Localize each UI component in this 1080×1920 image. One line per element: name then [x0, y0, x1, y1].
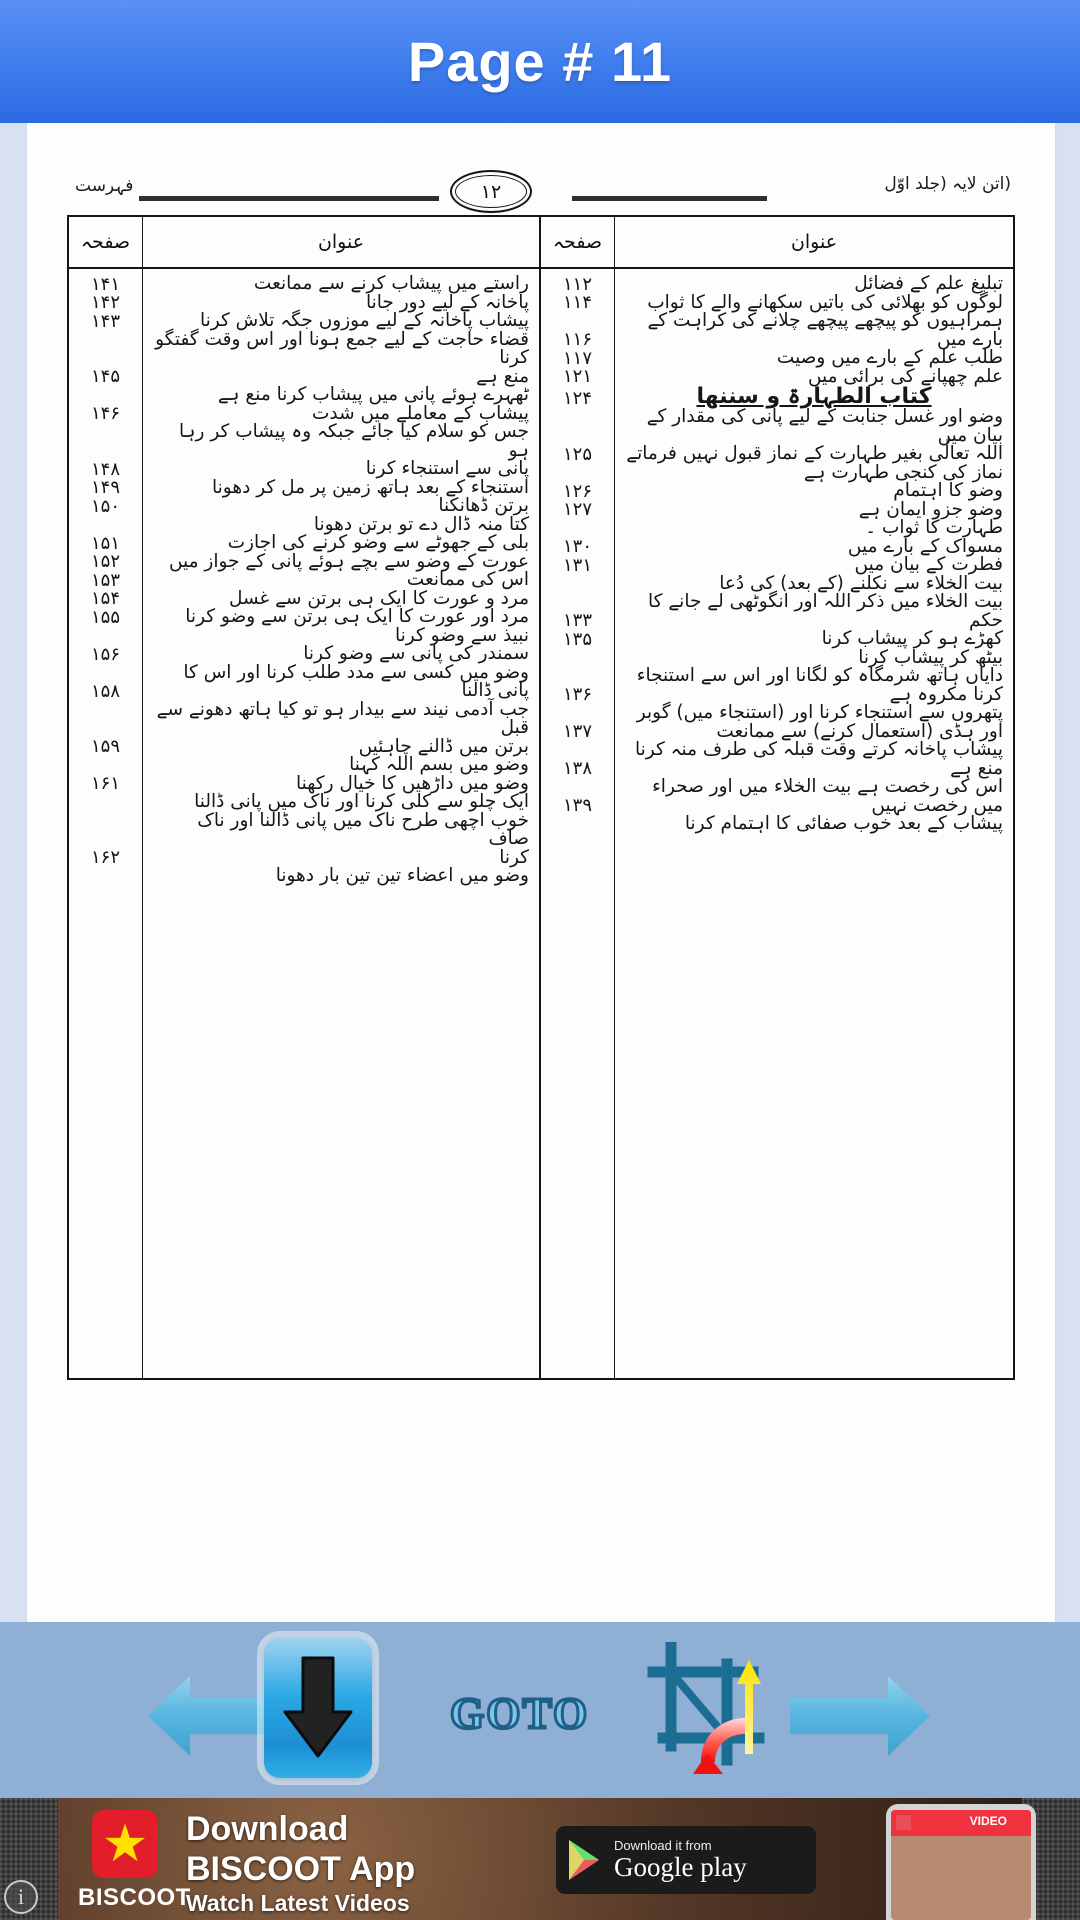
- row-page-number: ۱۲۶: [563, 480, 593, 502]
- left-page-column: [69, 217, 143, 1378]
- row-title: ایک چلو سے کلی کرنا اور ناک میں پانی ڈالنا: [194, 791, 529, 812]
- table-row: [551, 349, 604, 368]
- table-row: [551, 556, 604, 575]
- row-title: اللہ تعالٰی بغیر طہارت کے نماز قبول نہیں فرماتے: [626, 443, 1003, 464]
- download-arrow-icon: [283, 1656, 353, 1760]
- row-title: فطرت کے بیان میں: [854, 554, 1003, 575]
- table-row: [625, 408, 1003, 445]
- row-page-number: ۱۳۸: [563, 758, 593, 779]
- running-head-right: (اتن لایہ (جلد اوّل: [884, 174, 1011, 194]
- ad-headline-1: Download: [186, 1810, 349, 1848]
- table-row: [153, 698, 529, 738]
- table-row: [79, 275, 132, 294]
- right-title-cells: [615, 269, 1013, 834]
- table-row: [79, 331, 132, 368]
- table-row: [551, 482, 604, 501]
- row-page-number: ۱۲۷: [563, 499, 593, 520]
- table-row: [625, 704, 1003, 741]
- row-page-number: ۱۴۶: [91, 403, 121, 424]
- next-page-button[interactable]: [790, 1670, 930, 1762]
- row-page-number: ۱۴۲: [91, 292, 121, 313]
- row-title: وضو کا اہتمام: [893, 480, 1003, 501]
- table-row: [79, 738, 132, 757]
- table-row: [153, 571, 529, 590]
- row-title: استنجاء کے بعد ہاتھ زمین پر مل کر دھونا: [211, 476, 529, 498]
- row-title: قضاء حاجت کے لیے جمع ہونا اور اس وقت گفتگو کرنا: [155, 328, 529, 368]
- row-title: کرنا: [499, 846, 529, 868]
- row-title: پیشاب پاخانہ کرتے وقت قبلہ کی طرف منہ کرنا منع ہے: [635, 739, 1003, 779]
- table-row: [551, 630, 604, 649]
- row-page-number: ۱۴۳: [91, 310, 121, 332]
- scan-page-number-value: ۱۲: [480, 180, 502, 203]
- table-row: [79, 497, 132, 516]
- row-title: سمندر کی پانی سے وضو کرنا: [303, 643, 529, 664]
- table-row: [551, 408, 604, 445]
- table-row: [551, 704, 604, 741]
- row-title: وضو میں کسی سے مدد طلب کرنا اور اس کا پانی ڈالنا: [183, 661, 529, 701]
- table-row: [551, 464, 604, 483]
- table-row: [79, 423, 132, 460]
- table-row: [551, 386, 604, 408]
- table-row: [551, 649, 604, 668]
- ad-phone-mockup: [886, 1804, 1036, 1920]
- row-page-number: ۱۳۱: [563, 554, 593, 576]
- table-row: [551, 445, 604, 464]
- row-title: راستے میں پیشاب کرنے سے ممانعت: [253, 273, 529, 294]
- table-row: [551, 741, 604, 778]
- row-title: جب آدمی نیند سے بیدار ہو تو کیا ہاتھ دھونے سے قبل: [156, 698, 529, 738]
- row-page-number: ۱۳۷: [563, 721, 593, 742]
- right-title-column: [615, 217, 1013, 1378]
- row-title: ہمراہیوں کو پیچھے پیچھے چلانے کی کراہت کے بارے میں: [647, 310, 1003, 350]
- table-row: [79, 571, 132, 590]
- table-row: [551, 667, 604, 704]
- table-row: [153, 645, 529, 664]
- right-page-header: صفحہ: [541, 217, 614, 269]
- row-page-number: ۱۵۵: [91, 606, 121, 628]
- table-row: [79, 590, 132, 609]
- table-row: [551, 501, 604, 520]
- row-title: وضو میں اعضاء تین تین بار دھونا: [275, 865, 529, 886]
- table-row: [79, 756, 132, 775]
- crop-rotate-icon: [645, 1642, 785, 1778]
- row-title: اس کی رخصت ہے بیت الخلاء میں اور صحراء میں رخصت نہیں: [652, 776, 1003, 816]
- table-row: [79, 312, 132, 331]
- table-row: [79, 479, 132, 498]
- row-page-number: ۱۵۱: [91, 532, 121, 554]
- row-page-number: ۱۵۰: [91, 495, 121, 517]
- row-title: وضو میں داڑھیں کا خیال رکھنا: [296, 772, 529, 794]
- google-play-big-text: Google play: [614, 1851, 747, 1882]
- table-row: [153, 423, 529, 460]
- row-title: بیت الخلاء سے نکلنے (کے بعد) کی دُعا: [719, 572, 1003, 594]
- row-title: مرد و عورت کا ایک ہی برتن سے غسل: [229, 587, 529, 609]
- row-title: پاخانہ کے لیے دور جانا: [365, 291, 529, 313]
- table-row: [153, 608, 529, 627]
- row-page-number: ۱۱۴: [563, 292, 593, 313]
- row-title: برتن ڈھانکنا: [438, 495, 529, 516]
- left-title-column: [143, 217, 539, 1378]
- row-page-number: ۱۶۱: [91, 773, 121, 794]
- ad-phone-word: VIDEO: [969, 1814, 1007, 1828]
- row-title: خوب اچھی طرح ناک میں پانی ڈالنا اور ناک صاف: [197, 809, 529, 849]
- table-row: [79, 645, 132, 664]
- row-page-number: ۱۵۶: [91, 643, 121, 665]
- row-title: جس کو سلام کیا جائے جبکہ وہ پیشاب کر رہا ہو: [179, 421, 529, 461]
- table-row: [79, 812, 132, 849]
- table-row: [79, 516, 132, 535]
- ad-info-icon[interactable]: i: [4, 1880, 38, 1914]
- ad-subline: Watch Latest Videos: [186, 1890, 410, 1916]
- table-row: [153, 275, 529, 294]
- table-row: [625, 667, 1003, 704]
- google-play-icon: [566, 1838, 606, 1882]
- row-title: نماز کی کنجی طہارت ہے: [803, 461, 1003, 483]
- table-row: [625, 778, 1003, 815]
- scanned-page[interactable]: [27, 123, 1055, 1622]
- table-row: [153, 312, 529, 331]
- row-title: لوگوں کو بھلائی کی باتیں سکھانے والے کا ثواب: [647, 291, 1003, 313]
- table-row: [551, 575, 604, 594]
- table-row: [153, 661, 529, 701]
- table-row: [625, 815, 1003, 834]
- row-title: پیشاب پاخانہ کے لیے موزوں جگہ تلاش کرنا: [200, 310, 529, 331]
- row-page-number: ۱۵۲: [91, 551, 121, 572]
- row-title: مسواک کے بارے میں: [847, 535, 1003, 557]
- right-arrow-icon: [790, 1670, 930, 1762]
- star-icon: ★: [101, 1815, 149, 1873]
- table-row: [625, 445, 1003, 464]
- table-row: [153, 809, 529, 849]
- row-page-number: ۱۳۵: [563, 628, 593, 650]
- right-page-cells: [541, 269, 614, 834]
- table-row: [551, 815, 604, 834]
- table-row: [625, 630, 1003, 649]
- table-row: [153, 534, 529, 553]
- contents-half-left: [69, 217, 541, 1378]
- row-page-number: ۱۱۷: [563, 347, 593, 369]
- table-row: [79, 368, 132, 387]
- google-play-small-text: Download it from: [614, 1838, 712, 1853]
- row-page-number: ۱۵۳: [91, 569, 121, 591]
- crop-rotate-button[interactable]: [645, 1642, 785, 1778]
- row-page-number: ۱۲۴: [563, 388, 593, 409]
- ad-headline-2: BISCOOT App: [186, 1850, 416, 1888]
- table-row: [153, 867, 529, 886]
- row-title: عورت کے وضو سے بچے ہوئے پانی کے جواز میں: [168, 550, 529, 572]
- row-page-number: ۱۴۹: [91, 477, 121, 498]
- row-title: پیشاب کے معاملے میں شدت: [311, 402, 529, 424]
- row-title: بلی کے جھوٹے سے وضو کرنے کی اجازت: [227, 532, 529, 553]
- rule-left: [139, 196, 439, 201]
- table-row: [625, 349, 1003, 368]
- row-title: ٹھہرے ہوئے پانی میں پیشاب کرنا منع ہے: [217, 384, 529, 405]
- row-title: دایاں ہاتھ شرمگاہ کو لگانا اور اس سے استنجاء کرنا مکروہ ہے: [636, 665, 1003, 705]
- row-title: اس کی ممانعت: [406, 569, 529, 590]
- table-row: [625, 519, 1003, 538]
- contents-half-right: [541, 217, 1013, 1378]
- row-title: علم چھپانے کی برائی میں: [807, 365, 1003, 387]
- row-title: طہارت کا ثواب ۔: [865, 517, 1003, 538]
- scan-page-number: [450, 170, 532, 213]
- row-title: برتن میں ڈالنے چاہئیں: [358, 735, 529, 757]
- row-page-number: ۱۶۲: [91, 847, 121, 868]
- table-row: [79, 553, 132, 572]
- right-page-column: [541, 217, 615, 1378]
- app-header: [0, 0, 1080, 123]
- google-play-badge[interactable]: [556, 1826, 816, 1894]
- row-title: کھڑے ہو کر پیشاب کرنا: [821, 628, 1003, 649]
- rule-right: [572, 196, 767, 201]
- row-title: طلب علم کے بارے میں وصیت: [776, 347, 1003, 368]
- row-title: وضو جزو ایمان ہے: [858, 498, 1003, 520]
- table-row: [79, 867, 132, 886]
- table-row: [625, 386, 1003, 408]
- page-title: Page # 11: [407, 30, 673, 93]
- table-row: [625, 482, 1003, 501]
- table-row: [625, 312, 1003, 349]
- page-viewer[interactable]: [0, 123, 1080, 1622]
- row-title: بیت الخلاء میں ذکر اللہ اور انگوٹھی لے جانے کا حکم: [648, 591, 1003, 631]
- table-row: [551, 778, 604, 815]
- table-row: [551, 519, 604, 538]
- table-row: [551, 368, 604, 387]
- row-title: کتاب الطہارۃ و سننھا: [696, 384, 932, 409]
- table-row: [79, 405, 132, 424]
- row-title: کتا منہ ڈال دے تو برتن دھونا: [313, 513, 529, 535]
- row-title: بیٹھ کر پیشاب کرنا: [858, 646, 1003, 668]
- row-page-number: ۱۳۰: [563, 536, 593, 557]
- row-title: نبیذ سے وضو کرنا: [394, 624, 529, 646]
- table-row: [551, 593, 604, 630]
- running-head: [67, 163, 1015, 209]
- table-row: [79, 849, 132, 868]
- row-title: پتھروں سے استنجاء کرنا اور (استنجاء میں) گوبر اور ہڈی (استعمال کرنے) سے ممانعت: [636, 702, 1003, 742]
- download-button[interactable]: [264, 1638, 372, 1778]
- row-page-number: ۱۳۹: [563, 795, 593, 816]
- row-title: تبلیغ علم کے فضائل: [854, 273, 1003, 294]
- row-title: وضو میں بسم اللہ کہنا: [349, 754, 529, 775]
- table-row: [79, 534, 132, 553]
- table-row: [79, 793, 132, 812]
- running-head-left: فہرست: [75, 176, 134, 196]
- row-page-number: ۱۱۲: [563, 273, 593, 295]
- scan-content: [27, 123, 1055, 1463]
- row-page-number: ۱۴۱: [91, 273, 121, 295]
- row-page-number: ۱۵۸: [91, 680, 121, 702]
- row-page-number: ۱۵۹: [91, 736, 121, 757]
- left-title-header: عنوان: [143, 217, 539, 269]
- table-row: [79, 386, 132, 405]
- row-page-number: ۱۴۵: [91, 366, 121, 387]
- table-row: [551, 275, 604, 294]
- table-row: [79, 775, 132, 794]
- ad-banner[interactable]: [0, 1798, 1080, 1920]
- table-row: [625, 593, 1003, 630]
- table-row: [153, 497, 529, 516]
- table-row: [153, 460, 529, 479]
- table-row: [551, 538, 604, 557]
- table-row: [79, 627, 132, 646]
- biscoot-logo: [92, 1810, 158, 1878]
- row-title: پانی سے استنجاء کرنا: [365, 458, 529, 479]
- left-page-header: صفحہ: [69, 217, 142, 269]
- table-row: [79, 664, 132, 701]
- table-row: [625, 275, 1003, 294]
- row-page-number: ۱۴۸: [91, 458, 121, 480]
- row-page-number: ۱۳۳: [563, 610, 593, 631]
- table-row: [79, 294, 132, 313]
- row-title: منع ہے: [476, 365, 529, 387]
- row-page-number: ۱۲۵: [563, 443, 593, 465]
- row-title: مرد اور عورت کا ایک ہی برتن سے وضو کرنا: [185, 606, 529, 627]
- contents-table: [67, 215, 1015, 1380]
- row-page-number: ۱۵۴: [91, 588, 121, 609]
- row-title: پیشاب کے بعد خوب صفائی کا اہتمام کرنا: [684, 813, 1003, 834]
- ad-brand-text: BISCOOT: [78, 1884, 191, 1911]
- table-row: [153, 756, 529, 775]
- goto-button[interactable]: GOTO: [450, 1689, 590, 1738]
- table-row: [79, 608, 132, 627]
- table-row: [153, 386, 529, 405]
- left-title-cells: [143, 269, 539, 886]
- row-title: وضو اور غسل جنابت کے لیے پانی کی مقدار کے بیان میں: [646, 406, 1003, 446]
- table-row: [153, 793, 529, 812]
- row-page-number: ۱۱۶: [563, 329, 593, 350]
- table-row: [79, 460, 132, 479]
- table-row: [625, 741, 1003, 778]
- table-row: [625, 556, 1003, 575]
- table-row: [153, 328, 529, 368]
- left-page-cells: [69, 269, 142, 886]
- right-title-header: عنوان: [615, 217, 1013, 269]
- row-page-number: ۱۳۶: [563, 684, 593, 705]
- row-page-number: ۱۲۱: [563, 366, 593, 387]
- table-row: [551, 312, 604, 349]
- table-row: [79, 701, 132, 738]
- nav-toolbar: [0, 1622, 1080, 1798]
- table-row: [551, 294, 604, 313]
